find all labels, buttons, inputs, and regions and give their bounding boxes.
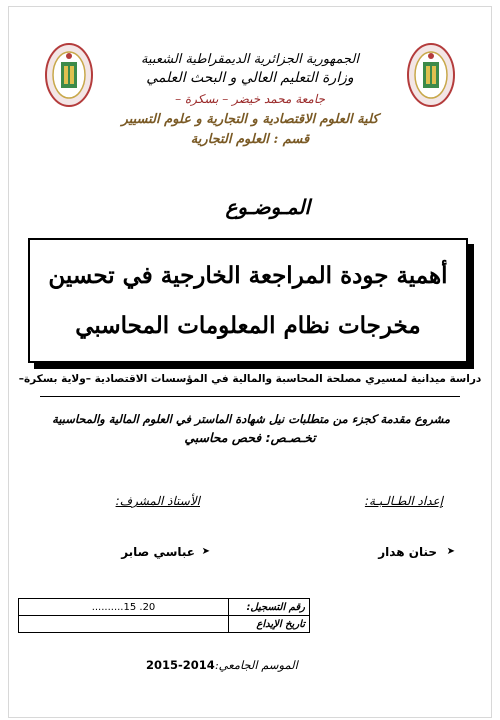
faculty-line: كلية العلوم الاقتصادية و التجارية و علوم التسيير — [121, 112, 379, 127]
ministry-line: وزارة التعليم العالي و البحث العلمي — [146, 70, 354, 86]
student-name: حنان هدار — [378, 545, 437, 559]
academic-year — [146, 658, 298, 672]
deposit-date-value — [19, 616, 229, 633]
title-box — [28, 238, 468, 363]
registration-table — [18, 598, 310, 633]
table-row — [19, 599, 310, 616]
university-line: جامعة محمد خيضر – بسكرة – — [175, 92, 325, 106]
academic-year-value: 2014-2015 — [146, 658, 215, 672]
specialization: تخـصـص: فحص محاسبي — [184, 430, 316, 445]
registration-number-value: ..........15 .20 — [19, 599, 229, 616]
academic-year-label: الموسم الجامعي: — [214, 658, 298, 672]
deposit-date-label: تاريخ الإيداع — [229, 616, 310, 633]
department-line: قسم : العلوم التجارية — [190, 132, 310, 147]
registration-number-label: رقم التسجيل: — [229, 599, 310, 616]
arrow-icon: ➤ — [446, 546, 455, 557]
supervisor-name: عباسي صابر — [121, 545, 195, 559]
separator-line — [40, 396, 460, 397]
table-row — [19, 616, 310, 633]
project-description: مشروع مقدمة كجزء من متطلبات نيل شهادة الماستر في العلوم المالية والمحاسبية — [52, 412, 450, 426]
subject-label: المـوضـوع — [225, 195, 310, 219]
title-line-2: مخرجات نظام المعلومات المحاسبي — [75, 312, 421, 339]
study-description: دراسة ميدانية لمسيري مصلحة المحاسبة والمالية في المؤسسات الاقتصادية –ولاية بسكرة– — [18, 373, 482, 385]
supervisor-label: الأستاذ المشرف: — [115, 494, 200, 508]
prepared-by-label: إعداد الطـالـبـة: — [364, 494, 443, 508]
title-line-1: أهمية جودة المراجعة الخارجية في تحسين — [48, 262, 448, 289]
arrow-icon: ➤ — [201, 546, 210, 557]
republic-line: الجمهورية الجزائرية الديمقراطية الشعبية — [141, 52, 359, 67]
